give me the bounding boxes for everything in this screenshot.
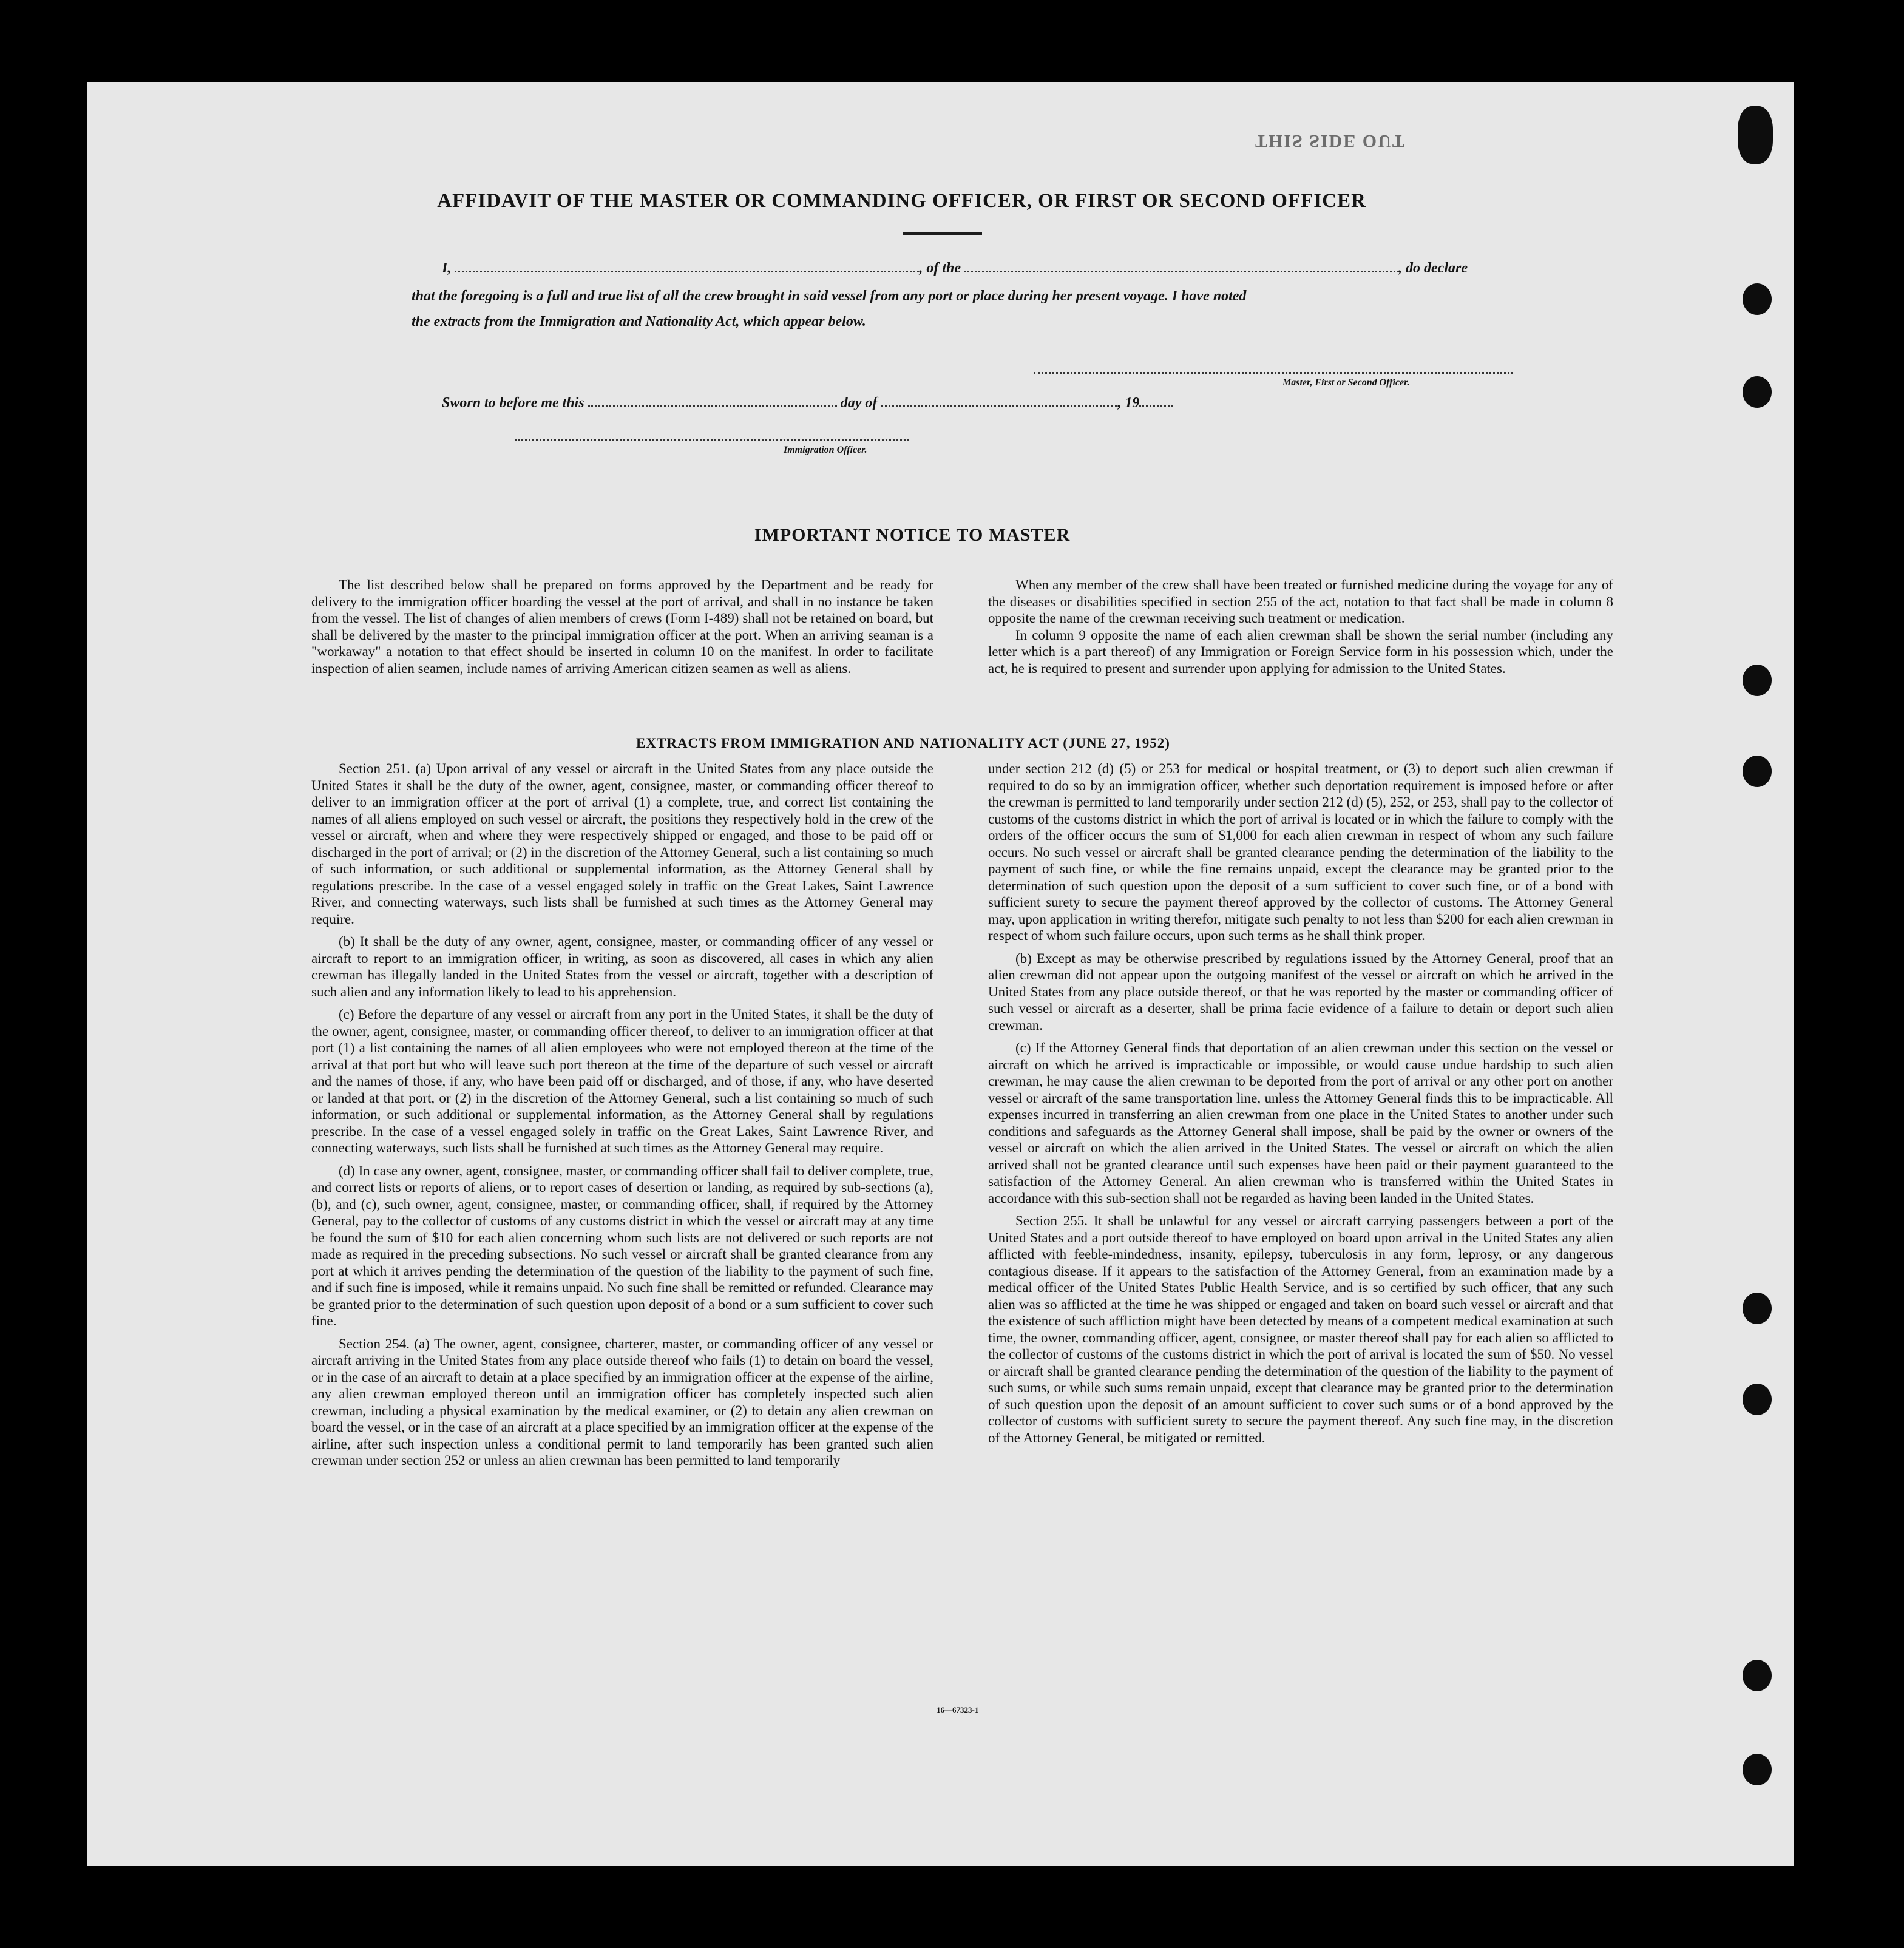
section-254-a: Section 254. (a) The owner, agent, consignee, charterer, master, or commanding officer of any vessel or aircraft arriving in the United States from any place outside thereof who fails (1) to detain on board the vessel, or in the case of an aircraft to detain at a place specified by an immigration officer at the expense of the airline, any alien crewman employed thereon until an immigration officer has completely inspected such alien crewman, including a physical examination by the medical examiner, or (2) to detain any alien crewman on board the vessel, or in the case of an aircraft at a place specified by an immigration officer at the expense of the airline, after such inspection unless a conditional permit to land temporarily has been granted such alien crewman under section 252 or unless an alien crewman has been permitted to land temporarily xyxy=(311,1336,933,1468)
print-code: 16—67323-1 xyxy=(937,1705,979,1714)
sworn-day-field[interactable] xyxy=(588,394,837,407)
notice-right-text-1: When any member of the crew shall have been treated or furnished medicine during the voyage for any of the diseases or disabilities specified in section 255 of the act, notation to that fact shall be made in column 8 opposite the name of the crewman receiving such treatment or medication. xyxy=(988,577,1613,626)
notice-left-column xyxy=(311,577,933,683)
affidavit-line-2: that the foregoing is a full and true list of all the crew brought in said vessel from any port or place during her present voyage. I have noted xyxy=(412,288,1247,304)
punch-hole xyxy=(1743,1293,1772,1324)
affidavit-line-3: the extracts from the Immigration and Nationality Act, which appear below. xyxy=(412,314,866,330)
section-254-b: (b) Except as may be otherwise prescribed by regulations issued by the Attorney General, proof that an alien crewman did not appear upon the outgoing manifest of the vessel or aircraft on which he arrived in the United States from any place outside thereof, or that he was reported by the master or commanding officer of such vessel or aircraft as a deserter, shall be prima facie evidence of a failure to detain or deport such alien crewman. xyxy=(988,950,1613,1033)
sworn-label: Sworn to before me this xyxy=(442,395,584,411)
notice-left-text: The list described below shall be prepared on forms approved by the Department and be ready for delivery to the immigration officer boarding the vessel at the port of arrival, and shall in no instance be taken from the vessel. The list of changes of alien members of crews (Form I-489) shall not be retained on board, but shall be delivered by the master to the principal immigration officer at the port. When an arriving seaman is a "workaway" a notation to that effect should be inserted in column 10 on the manifest. In order to facilitate inspection of alien seamen, include names of arriving American citizen seamen as well as aliens. xyxy=(311,577,933,676)
punch-hole xyxy=(1743,1384,1772,1415)
section-254-c: (c) If the Attorney General finds that deportation of an alien crewman under this section on the vessel or aircraft on which he arrived is impracticable or impossible, or would cause undue hardship to such alien crewman, he may cause the alien crewman to be deported from the port of arrival or any other port on another vessel or aircraft of the same transportation line, unless the Attorney General finds this to be impracticable. All expenses incurred in transferring an alien crewman from one place in the United States to another under such conditions and safeguards as the Attorney General shall impose, shall be paid by the owner or owners of the vessel or aircraft on which the alien arrived in the United States. The vessel or aircraft on which the alien arrived shall not be granted clearance until such expenses have been paid or their payment guaranteed to the satisfaction of the Attorney General. An alien crewman who is transferred within the United States in accordance with this sub-section shall not be regarded as having been landed in the United States. xyxy=(988,1040,1613,1206)
master-signature-label: Master, First or Second Officer. xyxy=(1282,377,1410,388)
section-251-d: (d) In case any owner, agent, consignee, master, or commanding officer shall fail to deliver complete, true, and correct lists or reports of aliens, or to report cases of desertion or landing, as required by sub-sections (a), (b), and (c), such owner, agent, consignee, master, or commanding officer, shall, if required by the Attorney General, pay to the collector of customs of any customs district in which the vessel or aircraft may at any time be found the sum of $10 for each alien concerning whom such lists are not delivered or such reports are not made as required in the preceding subsections. No such vessel or aircraft shall be granted clearance from any port at which it arrives pending the determination of the question of the liability to the payment of such fine, and if such fine is imposed, while it remains unpaid. No such fine shall be remitted or refunded. Clearance may be granted prior to the determination of such question upon deposit of a bond or a sum sufficient to cover such fine. xyxy=(311,1163,933,1328)
punch-hole xyxy=(1743,376,1772,408)
master-signature-line[interactable] xyxy=(1034,361,1513,374)
day-of-label: day of xyxy=(840,395,878,411)
do-declare-label: , do declare xyxy=(1398,260,1468,276)
section-251-c: (c) Before the departure of any vessel or aircraft from any port in the United States, it shall be the duty of the owner, agent, consignee, master, or commanding officer thereof, to deliver to an immigration officer at that port (1) a list containing the names of all alien employees who were not employed thereon at the time of the arrival at that port but who will leave such port thereon at the time of the departure of such vessel or aircraft and the names of those, if any, who have been paid off or discharged, and of those, if any, who have deserted or landed at that port, or (2) in the discretion of the Attorney General, such a list containing so much of such information, or such additional or supplemental information, as the Attorney General shall by regulations prescribe. In the case of a vessel engaged solely in traffic on the Great Lakes, Saint Lawrence River, and connecting waterways, such lists shall be furnished at such times as the Attorney General may require. xyxy=(311,1007,933,1155)
title-rule xyxy=(903,232,982,235)
affidavit-line-1 xyxy=(442,260,1601,277)
punch-hole xyxy=(1743,283,1772,315)
vessel-field[interactable] xyxy=(964,260,1398,272)
punch-hole xyxy=(1743,756,1772,787)
of-the-label: , of the xyxy=(919,260,961,276)
notice-right-column xyxy=(988,577,1613,677)
officer-signature-label: Immigration Officer. xyxy=(784,445,867,455)
extracts-right-column xyxy=(988,760,1613,1452)
name-field[interactable] xyxy=(455,260,919,272)
affidavit-title: AFFIDAVIT OF THE MASTER OR COMMANDING OFFICER, OR FIRST OR SECOND OFFICER xyxy=(437,190,1366,212)
section-254-a-cont: under section 212 (d) (5) or 253 for medical or hospital treatment, or (3) to deport such alien crewman if required to do so by an immigration officer, whether such deportation requirement is imposed before or after the crewman is permitted to land temporarily under section 212 (d) (5), 252, or 253, shall pay to the collector of customs of the customs district in which the port of arrival is located or in which the failure to comply with the orders of the officer occurs the sum of $1,000 for each alien crewman in respect of whom any such failure occurs. No such vessel or aircraft shall be granted clearance pending the determination of the liability to the payment of such fine, or while the fine remains unpaid, except the clearance may be granted prior to the determination of such question upon the deposit of a sum sufficient to cover such fine, or of a bond with sufficient surety to secure the payment thereof approved by the collector of customs. The Attorney General may, upon application in writing therefor, mitigate such penalty to not less than $200 for each alien crewman in respect of whom such failure occurs, upon such terms as he shall think proper. xyxy=(988,761,1613,943)
year-label: , 19 xyxy=(1117,395,1140,411)
notice-right-text-2: In column 9 opposite the name of each alien crewman shall be shown the serial number (including any letter which is a part thereof) of any Immigration or Foreign Service form in his possession which, under the act, he is required to present and surrender upon applying for admission to the United States. xyxy=(988,627,1613,676)
reversed-stamp: THIS SIDE OUT xyxy=(1255,131,1406,151)
extracts-title: EXTRACTS FROM IMMIGRATION AND NATIONALITY ACT (JUNE 27, 1952) xyxy=(636,736,1170,751)
section-255: Section 255. It shall be unlawful for any vessel or aircraft carrying passengers between a port of the United States and a port outside thereof to have employed on board upon arrival in the United States any alien afflicted with feeble-mindedness, insanity, epilepsy, tuberculosis in any form, leprosy, or any dangerous contagious disease. If it appears to the satisfaction of the Attorney General, from an examination made by a medical officer of the United States Public Health Service, and is so certified by such officer, that any such alien was so afflicted at the time he was shipped or engaged and taken on board such vessel or aircraft and that the existence of such affliction might have been detected by means of a competent medical examination at such time, the owner, commanding officer, agent, consignee, or master thereof shall pay for each alien so afflicted to the collector of customs of the customs district in which the port of arrival is located the sum of $50. No vessel or aircraft shall be granted clearance pending the determination of the question of the liability to the payment of such sums, or while such sums remain unpaid, except that clearance may be granted prior to the determination of such question upon the deposit of an amount sufficient to cover such sums or of a bond approved by the collector of customs with sufficient surety to secure the payment thereof. Any such fine may, in the discretion of the Attorney General, be mitigated or remitted. xyxy=(988,1213,1613,1446)
extracts-left-column xyxy=(311,760,933,1475)
notice-title: IMPORTANT NOTICE TO MASTER xyxy=(754,525,1071,545)
section-251-b: (b) It shall be the duty of any owner, agent, consignee, master, or commanding officer of any vessel or aircraft to report to an immigration officer, in writing, as soon as discovered, all cases in which any alien crewman has illegally landed in the United States from the vessel or aircraft, together with a description of such alien and any information likely to lead to his apprehension. xyxy=(311,934,933,999)
torn-corner-mark xyxy=(1738,106,1773,164)
punch-hole xyxy=(1743,665,1772,696)
form-page xyxy=(87,82,1794,1866)
officer-signature-line[interactable] xyxy=(515,428,909,441)
i-label: I, xyxy=(442,260,452,276)
section-251-a: Section 251. (a) Upon arrival of any vessel or aircraft in the United States from any place outside the United States it shall be the duty of the owner, agent, consignee, master, or commanding officer thereof to deliver to an immigration officer at the port of arrival (1) a complete, true, and correct list containing the names of all aliens employed on such vessel or aircraft, the positions they respectively hold in the crew of the vessel or aircraft, when and where they were respectively shipped or engaged, and those to be paid off or discharged in the port of arrival; or (2) in the discretion of the Attorney General, such a list containing so much of such information, or such additional or supplemental information, as the Attorney General shall by regulations prescribe. In the case of a vessel engaged solely in traffic on the Great Lakes, Saint Lawrence River, and connecting waterways, such lists shall be furnished at such times as the Attorney General may require. xyxy=(311,761,933,927)
sworn-year-field[interactable] xyxy=(1139,394,1173,407)
sworn-month-field[interactable] xyxy=(881,394,1117,407)
sworn-line xyxy=(442,394,1322,411)
punch-hole xyxy=(1743,1660,1772,1691)
punch-hole xyxy=(1743,1754,1772,1785)
